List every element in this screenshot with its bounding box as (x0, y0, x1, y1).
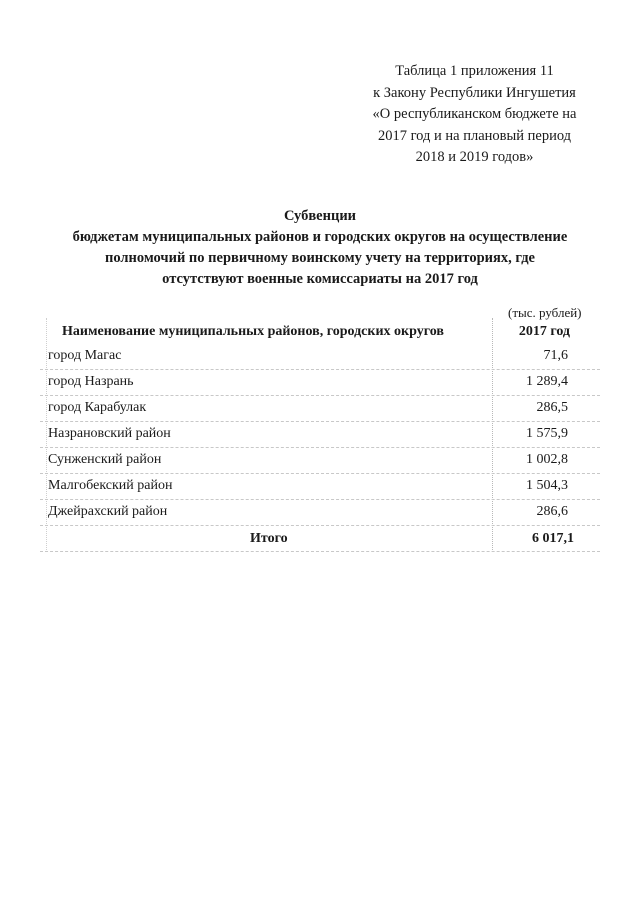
reference-line: 2018 и 2019 годов» (415, 149, 534, 165)
table-reference-block (352, 61, 597, 169)
table-row (40, 474, 600, 500)
district-name: город Назрань (48, 374, 134, 389)
row-separator (40, 551, 600, 552)
document-title (40, 206, 600, 290)
district-amount: 1 289,4 (526, 374, 568, 389)
table-header-row (40, 318, 600, 344)
total-amount: 6 017,1 (532, 531, 574, 546)
title-line: бюджетам муниципальных районов и городских округов на осуществление (72, 229, 568, 245)
table-row (40, 396, 600, 422)
header-year-cell: 2017 год (518, 324, 570, 339)
district-name: Назрановский район (48, 426, 171, 441)
table-row (40, 448, 600, 474)
district-amount: 286,5 (536, 400, 568, 415)
header-name-cell: Наименование муниципальных районов, городских округов (62, 324, 444, 339)
district-amount: 1 575,9 (526, 426, 568, 441)
district-amount: 1 002,8 (526, 452, 568, 467)
reference-line: к Закону Республики Ингушетия (373, 84, 576, 101)
reference-line: «О республиканском бюджете на (372, 106, 577, 122)
district-amount: 71,6 (543, 348, 568, 363)
total-label: Итого (250, 531, 288, 546)
table-row (40, 500, 600, 526)
subsidy-table (40, 318, 600, 552)
table-row (40, 370, 600, 396)
title-heading: Субвенции (283, 208, 357, 224)
table-row (40, 344, 600, 370)
district-name: город Магас (48, 348, 122, 363)
district-name: Джейрахский район (48, 504, 168, 519)
district-name: Малгобекский район (48, 478, 173, 493)
title-line: отсутствуют военные комиссариаты на 2017 год (162, 271, 478, 287)
reference-line: 2017 год и на плановый период (377, 127, 572, 144)
unit-note: (тыс. рублей) (508, 305, 582, 320)
title-line: полномочий по первичному воинскому учету на территориях, где (104, 250, 535, 266)
district-amount: 286,6 (536, 504, 568, 519)
total-row (40, 526, 600, 552)
district-amount: 1 504,3 (526, 478, 568, 493)
district-name: Сунженский район (48, 452, 162, 467)
table-row (40, 422, 600, 448)
reference-line: Таблица 1 приложения 11 (395, 63, 554, 79)
district-name: город Карабулак (48, 400, 147, 415)
